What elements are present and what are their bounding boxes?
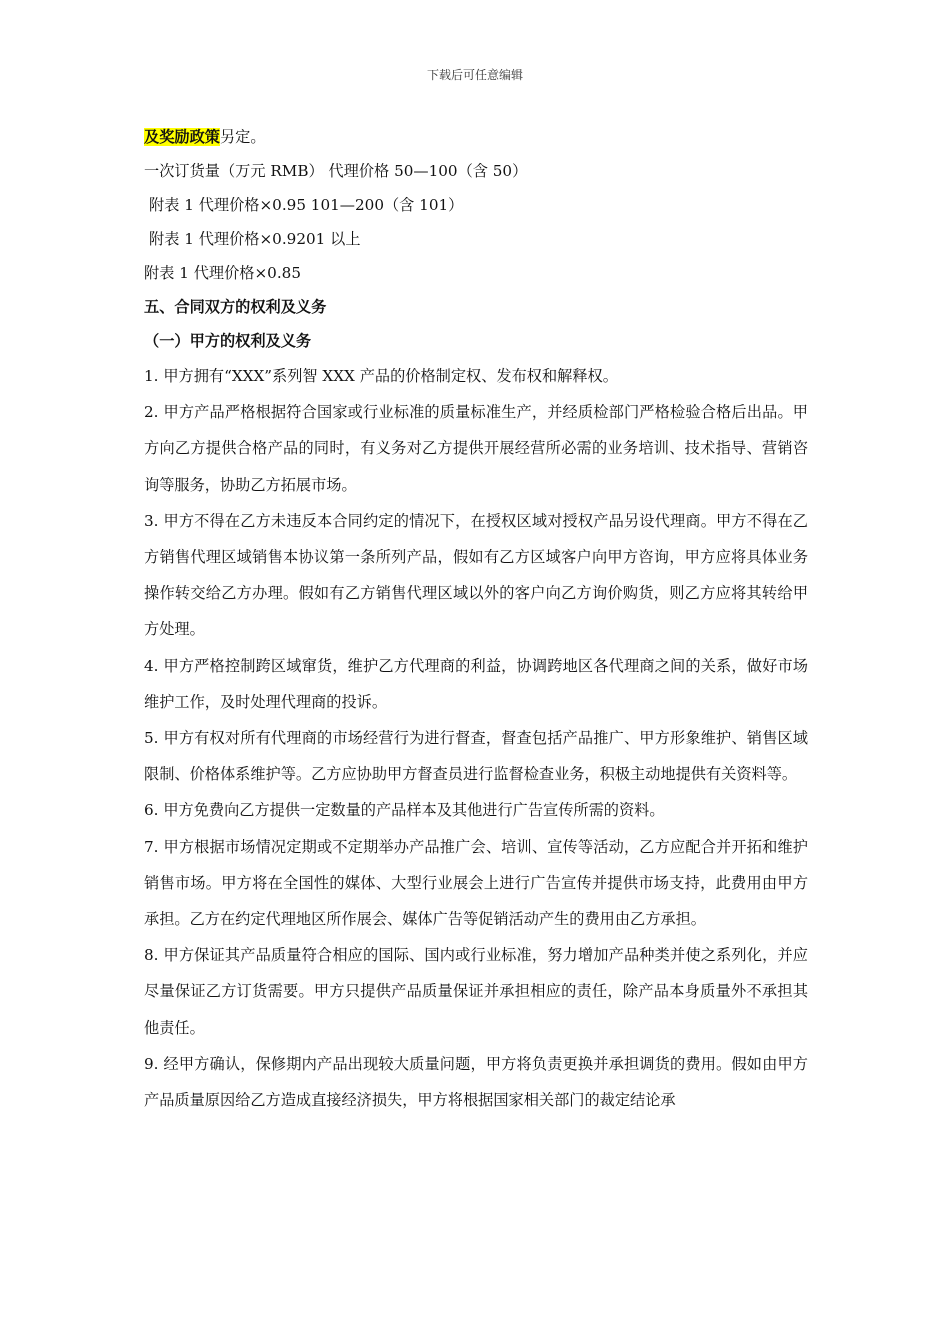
- pricing-line: 附表 1 代理价格×0.9201 以上: [149, 230, 361, 248]
- pricing-line: 附表 1 代理价格×0.95 101—200（含 101）: [149, 196, 464, 214]
- clause-paragraph: 8. 甲方保证其产品质量符合相应的国际、国内或行业标准，努力增加产品种类并使之系列化，并应尽量保证乙方订货需要。甲方只提供产品质量保证并承担相应的责任，除产品本身质量外不承担其他责任。: [144, 946, 808, 1037]
- highlighted-text: 及奖励政策: [144, 128, 220, 146]
- page-header: 下载后可任意编辑: [426, 68, 523, 82]
- clause-paragraph: 6. 甲方免费向乙方提供一定数量的产品样本及其他进行广告宣传所需的资料。: [144, 801, 665, 820]
- clause-paragraph: 4. 甲方严格控制跨区域窜货，维护乙方代理商的利益，协调跨地区各代理商之间的关系，做好市场维护工作，及时处理代理商的投诉。: [144, 656, 808, 711]
- subsection-heading: （一）甲方的权利及义务: [144, 332, 312, 350]
- clause-paragraph: 3. 甲方不得在乙方未违反本合同约定的情况下，在授权区域对授权产品另设代理商。甲方不得在乙方销售代理区域销售本协议第一条所列产品，假如有乙方区域客户向甲方咨询，甲方应将具体业务操作转交给乙方办理。假如有乙方销售代理区域以外的客户向乙方询价购货，则乙方应将其转给甲方处理。: [144, 511, 808, 639]
- clause-paragraph: 5. 甲方有权对所有代理商的市场经营行为进行督查，督查包括产品推广、甲方形象维护、销售区域限制、价格体系维护等。乙方应协助甲方督查员进行监督检查业务，积极主动地提供有关资料等。: [144, 729, 808, 784]
- clause-paragraph: 9. 经甲方确认，保修期内产品出现较大质量问题，甲方将负责更换并承担调货的费用。假如由甲方产品质量原因给乙方造成直接经济损失，甲方将根据国家相关部门的裁定结论承: [144, 1054, 808, 1110]
- intro-line: [144, 120, 808, 154]
- pricing-line: 一次订货量（万元 RMB） 代理价格 50—100（含 50）: [144, 162, 528, 180]
- clause-paragraph: 2. 甲方产品严格根据符合国家或行业标准的质量标准生产，并经质检部门严格检验合格后出品。甲方向乙方提供合格产品的同时，有义务对乙方提供开展经营所必需的业务培训、技术指导、营销咨询等服务，协助乙方拓展市场。: [144, 403, 808, 494]
- intro-rest: 另定。: [219, 128, 266, 146]
- clause-paragraph: 1. 甲方拥有“XXX”系列智 XXX 产品的价格制定权、发布权和解释权。: [144, 367, 618, 385]
- pricing-line: 附表 1 代理价格×0.85: [144, 264, 301, 282]
- section-heading: 五、合同双方的权利及义务: [144, 298, 327, 316]
- document-body: [144, 120, 808, 1118]
- clause-paragraph: 7. 甲方根据市场情况定期或不定期举办产品推广会、培训、宣传等活动，乙方应配合并开拓和维护销售市场。甲方将在全国性的媒体、大型行业展会上进行广告宣传并提供市场支持，此费用由甲方承担。乙方在约定代理地区所作展会、媒体广告等促销活动产生的费用由乙方承担。: [144, 837, 808, 929]
